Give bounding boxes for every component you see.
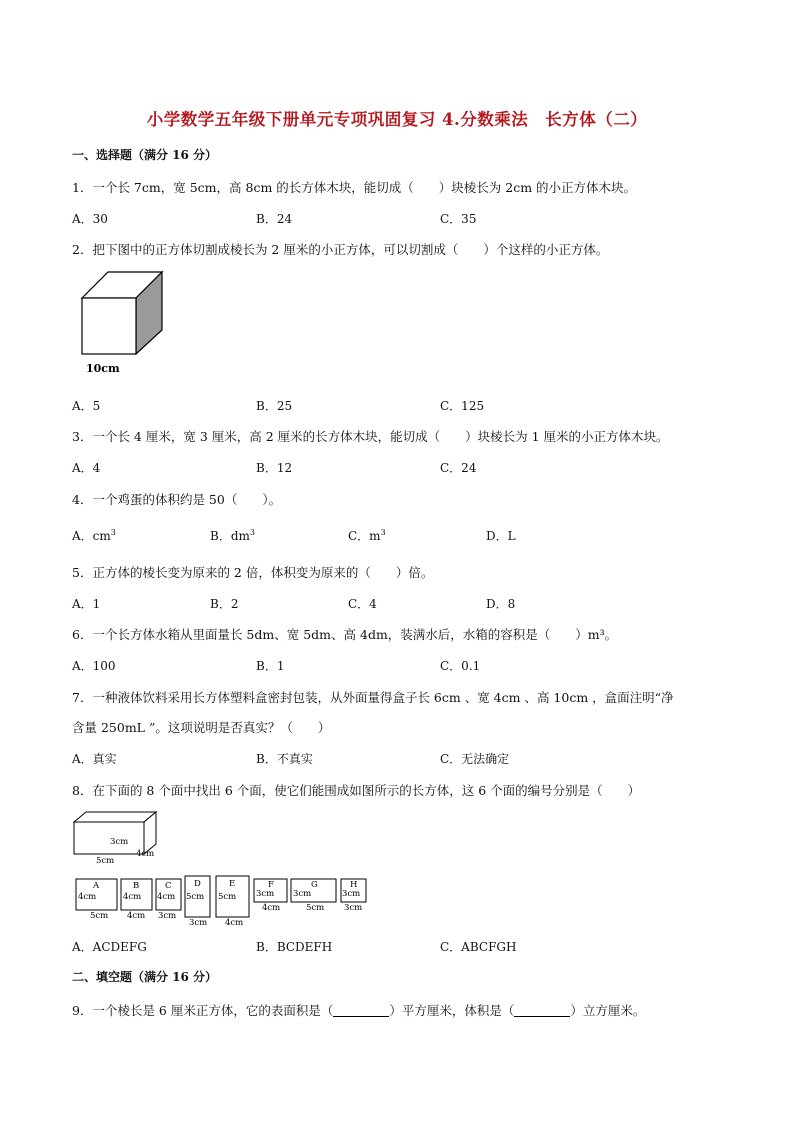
face-H-letter: H bbox=[350, 880, 358, 890]
q4-option-d: D．L bbox=[486, 529, 516, 543]
q5-option-c: C．4 bbox=[348, 597, 377, 611]
cuboid-and-faces-figure bbox=[70, 806, 370, 932]
cuboid-height-label: 3cm bbox=[110, 837, 129, 847]
question-9: 9．一个棱长是 6 厘米正方体，它的表面积是（ ）平方厘米，体积是（ ）立方厘米。 bbox=[72, 1003, 646, 1018]
face-F-letter: F bbox=[268, 880, 274, 890]
q6-option-a: A．100 bbox=[72, 659, 116, 673]
question-7-line-1: 7．一种液体饮料采用长方体塑料盒密封包装，从外面量得盒子长 6cm 、宽 4cm 、高 10cm ，盒面注明“净 bbox=[72, 690, 674, 705]
q5-option-b: B．2 bbox=[210, 597, 239, 611]
q6-option-c: C．0.1 bbox=[440, 659, 481, 673]
face-H-bottom: 3cm bbox=[344, 903, 363, 913]
question-2: 2．把下图中的正方体切割成棱长为 2 厘米的小正方体，可以切割成（ ）个这样的小正方体。 bbox=[72, 242, 609, 257]
face-B-side: 4cm bbox=[123, 892, 142, 902]
blank-volume[interactable] bbox=[514, 1004, 570, 1017]
q1-option-c: C．35 bbox=[440, 212, 477, 226]
face-C-letter: C bbox=[165, 881, 172, 891]
cube-figure bbox=[74, 268, 174, 378]
face-G-letter: G bbox=[311, 880, 318, 890]
question-4: 4．一个鸡蛋的体积约是 50（ ）。 bbox=[72, 492, 282, 507]
page-title: 小学数学五年级下册单元专项巩固复习 4.分数乘法 长方体（二） bbox=[146, 110, 648, 129]
face-E-bottom: 4cm bbox=[225, 918, 244, 928]
section-heading-choice: 一、选择题（满分 16 分） bbox=[72, 148, 218, 162]
face-C-side: 4cm bbox=[157, 892, 176, 902]
cuboid-top-face bbox=[74, 812, 156, 822]
q8-option-c: C．ABCFGH bbox=[440, 940, 517, 954]
q4-option-c: C．$m^3$ bbox=[348, 528, 386, 543]
cube-edge-label: 10cm bbox=[86, 362, 120, 375]
face-A-bottom: 5cm bbox=[90, 911, 109, 921]
q3-option-b: B．12 bbox=[256, 461, 293, 475]
q3-option-c: C．24 bbox=[440, 461, 477, 475]
q3-option-a: A．4 bbox=[72, 461, 101, 475]
cuboid-length-label: 5cm bbox=[96, 856, 115, 866]
face-E-letter: E bbox=[229, 879, 236, 889]
face-F-bottom: 4cm bbox=[262, 903, 281, 913]
face-H-side: 3cm bbox=[342, 889, 361, 899]
cuboid-front-face bbox=[74, 822, 144, 854]
question-5: 5．正方体的棱长变为原来的 2 倍，体积变为原来的（ ）倍。 bbox=[72, 565, 434, 580]
q2-option-c: C．125 bbox=[440, 399, 485, 413]
face-E-side: 5cm bbox=[218, 892, 237, 902]
q7-option-a: A．真实 bbox=[72, 752, 117, 766]
q1-option-a: A．30 bbox=[72, 212, 108, 226]
face-D-letter: D bbox=[194, 879, 201, 889]
q5-option-a: A．1 bbox=[72, 597, 101, 611]
cuboid-width-label: 4cm bbox=[136, 849, 155, 859]
blank-surface-area[interactable] bbox=[333, 1004, 389, 1017]
face-B-letter: B bbox=[133, 881, 140, 891]
q2-option-b: B．25 bbox=[256, 399, 293, 413]
face-G-bottom: 5cm bbox=[306, 903, 325, 913]
section-heading-fill: 二、填空题（满分 16 分） bbox=[72, 970, 218, 984]
q4-option-b: B．$dm^3$ bbox=[210, 528, 255, 543]
q8-option-a: A．ACDEFG bbox=[72, 940, 147, 954]
q4-option-a: A．$cm^3$ bbox=[72, 528, 116, 543]
face-C-bottom: 3cm bbox=[158, 911, 177, 921]
question-1: 1．一个长 7cm，宽 5cm，高 8cm 的长方体木块，能切成（ ）块棱长为 2cm 的小正方体木块。 bbox=[72, 180, 637, 195]
cube-front-face bbox=[82, 298, 136, 354]
q7-option-c: C．无法确定 bbox=[440, 752, 510, 766]
face-A-side: 4cm bbox=[78, 892, 97, 902]
q1-option-b: B．24 bbox=[256, 212, 293, 226]
question-7-line-2: 含量 250mL ”。这项说明是否真实？（ ） bbox=[72, 720, 331, 735]
face-G-side: 3cm bbox=[293, 889, 312, 899]
q8-option-b: B．BCDEFH bbox=[256, 940, 333, 954]
question-8: 8．在下面的 8 个面中找出 6 个面，使它们能围成如图所示的长方体，这 6 个面的编号分别是（ ） bbox=[72, 783, 641, 798]
q2-option-a: A．5 bbox=[72, 399, 101, 413]
question-6: 6．一个长方体水箱从里面量长 5dm、宽 5dm、高 4dm，装满水后，水箱的容积是（ ）m³。 bbox=[72, 627, 618, 642]
question-3: 3．一个长 4 厘米，宽 3 厘米，高 2 厘米的长方体木块，能切成（ ）块棱长为 1 厘米的小正方体木块。 bbox=[72, 429, 669, 444]
q5-option-d: D．8 bbox=[486, 597, 516, 611]
q6-option-b: B．1 bbox=[256, 659, 285, 673]
face-A-letter: A bbox=[93, 881, 100, 891]
face-B-bottom: 4cm bbox=[127, 911, 146, 921]
face-F-side: 3cm bbox=[256, 889, 275, 899]
face-D-side: 5cm bbox=[186, 892, 205, 902]
q7-option-b: B．不真实 bbox=[256, 752, 313, 766]
face-D-bottom: 3cm bbox=[189, 918, 208, 928]
